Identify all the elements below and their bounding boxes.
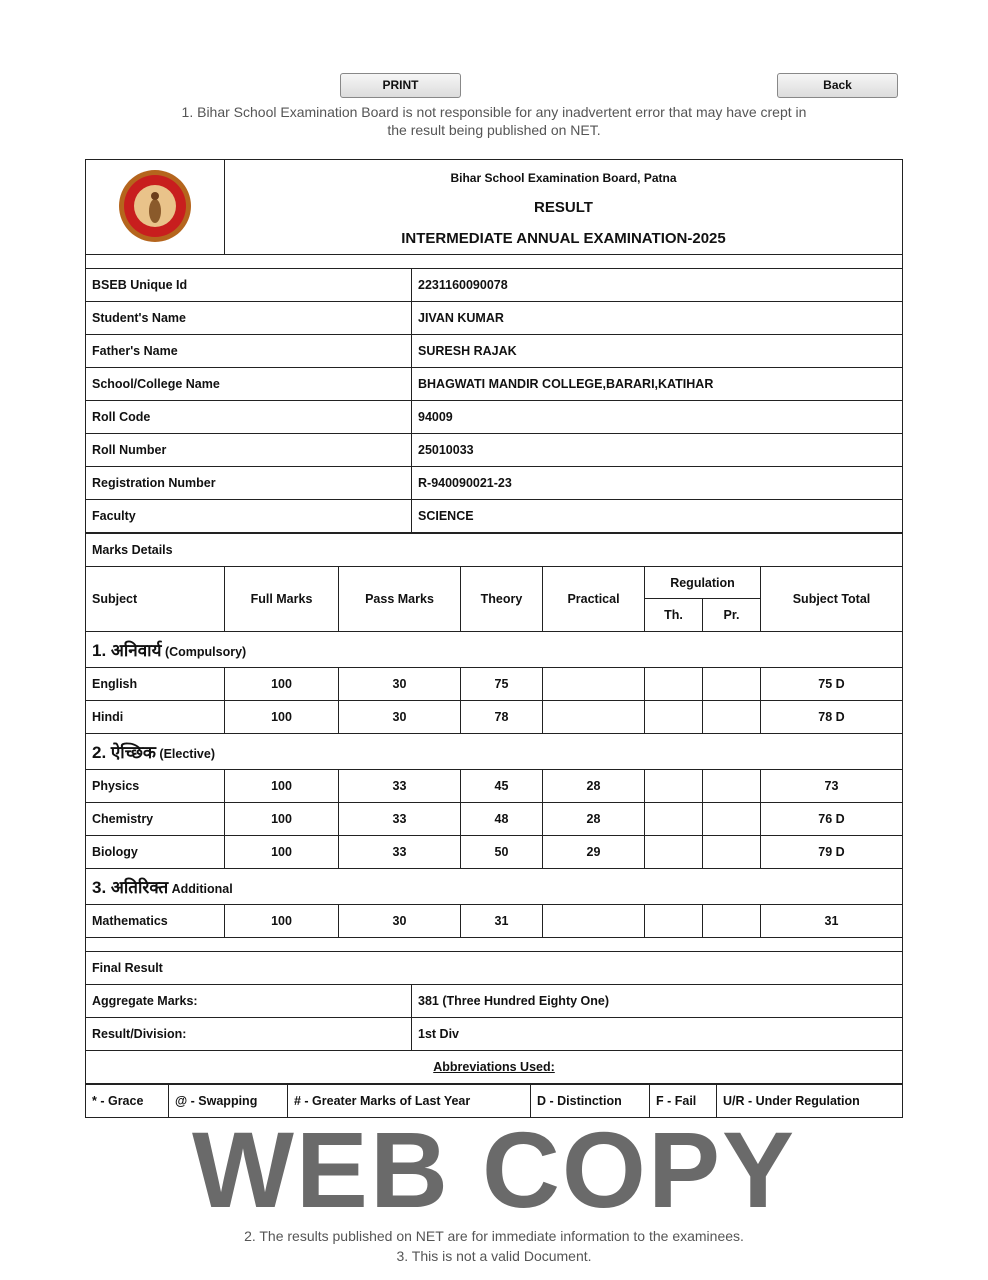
cell-pr [703, 701, 761, 734]
col-subject: Subject [86, 567, 225, 632]
exam-title: INTERMEDIATE ANNUAL EXAMINATION-2025 [401, 230, 726, 247]
cell-pr [703, 836, 761, 869]
cell-pr [703, 803, 761, 836]
disclaimer-line-1b: the result being published on NET. [387, 122, 601, 138]
cell-practical: 28 [543, 770, 645, 803]
subject-row [86, 701, 903, 734]
subject-name: English [86, 668, 225, 701]
web-copy-watermark: WEB COPY [191, 1109, 797, 1230]
info-label: Father's Name [86, 335, 412, 368]
subject-row [86, 836, 903, 869]
info-row [86, 368, 903, 401]
info-value: 94009 [412, 401, 903, 434]
info-value: 2231160090078 [412, 269, 903, 302]
col-practical: Practical [543, 567, 645, 632]
cell-full: 100 [225, 836, 339, 869]
subject-row [86, 770, 903, 803]
cell-pass: 33 [339, 803, 461, 836]
print-button[interactable]: PRINT [340, 73, 461, 98]
result-sheet [85, 159, 903, 1118]
section-english: Additional [171, 882, 233, 896]
subject-row [86, 905, 903, 938]
cell-pass: 33 [339, 836, 461, 869]
cell-practical: 28 [543, 803, 645, 836]
cell-th [645, 701, 703, 734]
info-value: JIVAN KUMAR [412, 302, 903, 335]
info-label: Registration Number [86, 467, 412, 500]
disclaimer-line-2: 2. The results published on NET are for immediate information to the examinees. [244, 1228, 744, 1244]
col-subject-total: Subject Total [761, 567, 903, 632]
cell-practical [543, 905, 645, 938]
cell-th [645, 668, 703, 701]
cell-theory: 78 [461, 701, 543, 734]
section-hindi: 2. ऐच्छिक [92, 743, 156, 762]
final-result-table [85, 951, 903, 1084]
cell-theory: 48 [461, 803, 543, 836]
subject-name: Biology [86, 836, 225, 869]
cell-pr [703, 905, 761, 938]
cell-full: 100 [225, 668, 339, 701]
cell-total: 76 D [761, 803, 903, 836]
bseb-logo-icon [118, 169, 192, 243]
back-button[interactable]: Back [777, 73, 898, 98]
final-result-label: Final Result [86, 952, 903, 985]
info-label: School/College Name [86, 368, 412, 401]
section-english: (Elective) [159, 747, 216, 761]
cell-pass: 33 [339, 770, 461, 803]
col-reg-pr: Pr. [703, 599, 761, 632]
student-info-table [85, 268, 903, 533]
subject-name: Physics [86, 770, 225, 803]
col-theory: Theory [461, 567, 543, 632]
info-row [86, 434, 903, 467]
abbreviations-title: Abbreviations Used: [433, 1060, 555, 1074]
cell-practical [543, 668, 645, 701]
cell-pass: 30 [339, 668, 461, 701]
cell-total: 75 D [761, 668, 903, 701]
info-label: Faculty [86, 500, 412, 533]
result-title: RESULT [534, 199, 593, 216]
col-full-marks: Full Marks [225, 567, 339, 632]
aggregate-label: Aggregate Marks: [86, 985, 412, 1018]
cell-th [645, 836, 703, 869]
section-hindi: 3. अतिरिक्त [92, 878, 169, 897]
division-label: Result/Division: [86, 1018, 412, 1051]
section-row [86, 869, 903, 905]
cell-theory: 31 [461, 905, 543, 938]
cell-th [645, 803, 703, 836]
cell-pr [703, 668, 761, 701]
section-row [86, 734, 903, 770]
subject-row [86, 668, 903, 701]
info-value: SURESH RAJAK [412, 335, 903, 368]
abbreviation-item: U/R - Under Regulation [717, 1085, 903, 1118]
cell-total: 31 [761, 905, 903, 938]
cell-total: 78 D [761, 701, 903, 734]
section-hindi: 1. अनिवार्य [92, 641, 162, 660]
cell-total: 73 [761, 770, 903, 803]
col-regulation: Regulation [645, 567, 761, 599]
aggregate-value: 381 (Three Hundred Eighty One) [412, 985, 903, 1018]
abbreviation-item: * - Grace [86, 1085, 169, 1118]
info-label: BSEB Unique Id [86, 269, 412, 302]
info-row [86, 269, 903, 302]
info-label: Student's Name [86, 302, 412, 335]
disclaimer-line-3: 3. This is not a valid Document. [396, 1248, 592, 1264]
info-value: R-940090021-23 [412, 467, 903, 500]
info-label: Roll Number [86, 434, 412, 467]
col-reg-th: Th. [645, 599, 703, 632]
marks-table [85, 533, 903, 938]
info-label: Roll Code [86, 401, 412, 434]
cell-th [645, 770, 703, 803]
subject-name: Mathematics [86, 905, 225, 938]
col-pass-marks: Pass Marks [339, 567, 461, 632]
abbreviation-item: @ - Swapping [169, 1085, 288, 1118]
abbreviation-item: F - Fail [650, 1085, 717, 1118]
cell-full: 100 [225, 803, 339, 836]
cell-pr [703, 770, 761, 803]
info-value: 25010033 [412, 434, 903, 467]
cell-practical: 29 [543, 836, 645, 869]
division-value: 1st Div [412, 1018, 903, 1051]
cell-th [645, 905, 703, 938]
info-row [86, 500, 903, 533]
subject-name: Hindi [86, 701, 225, 734]
cell-full: 100 [225, 701, 339, 734]
cell-theory: 45 [461, 770, 543, 803]
cell-pass: 30 [339, 905, 461, 938]
cell-theory: 75 [461, 668, 543, 701]
info-row [86, 467, 903, 500]
board-name: Bihar School Examination Board, Patna [450, 171, 677, 185]
subject-name: Chemistry [86, 803, 225, 836]
info-row [86, 401, 903, 434]
cell-full: 100 [225, 905, 339, 938]
info-row [86, 335, 903, 368]
cell-practical [543, 701, 645, 734]
abbreviations-table [85, 1084, 903, 1118]
info-value: SCIENCE [412, 500, 903, 533]
info-value: BHAGWATI MANDIR COLLEGE,BARARI,KATIHAR [412, 368, 903, 401]
cell-theory: 50 [461, 836, 543, 869]
abbreviation-item: D - Distinction [531, 1085, 650, 1118]
logo-cell [86, 160, 225, 255]
marks-details-label: Marks Details [86, 534, 903, 567]
subject-row [86, 803, 903, 836]
section-row [86, 632, 903, 668]
cell-full: 100 [225, 770, 339, 803]
section-english: (Compulsory) [164, 645, 247, 659]
cell-total: 79 D [761, 836, 903, 869]
abbreviation-item: # - Greater Marks of Last Year [288, 1085, 531, 1118]
cell-pass: 30 [339, 701, 461, 734]
disclaimer-line-1: 1. Bihar School Examination Board is not responsible for any inadvertent error that may have crept in [181, 104, 807, 120]
info-row [86, 302, 903, 335]
